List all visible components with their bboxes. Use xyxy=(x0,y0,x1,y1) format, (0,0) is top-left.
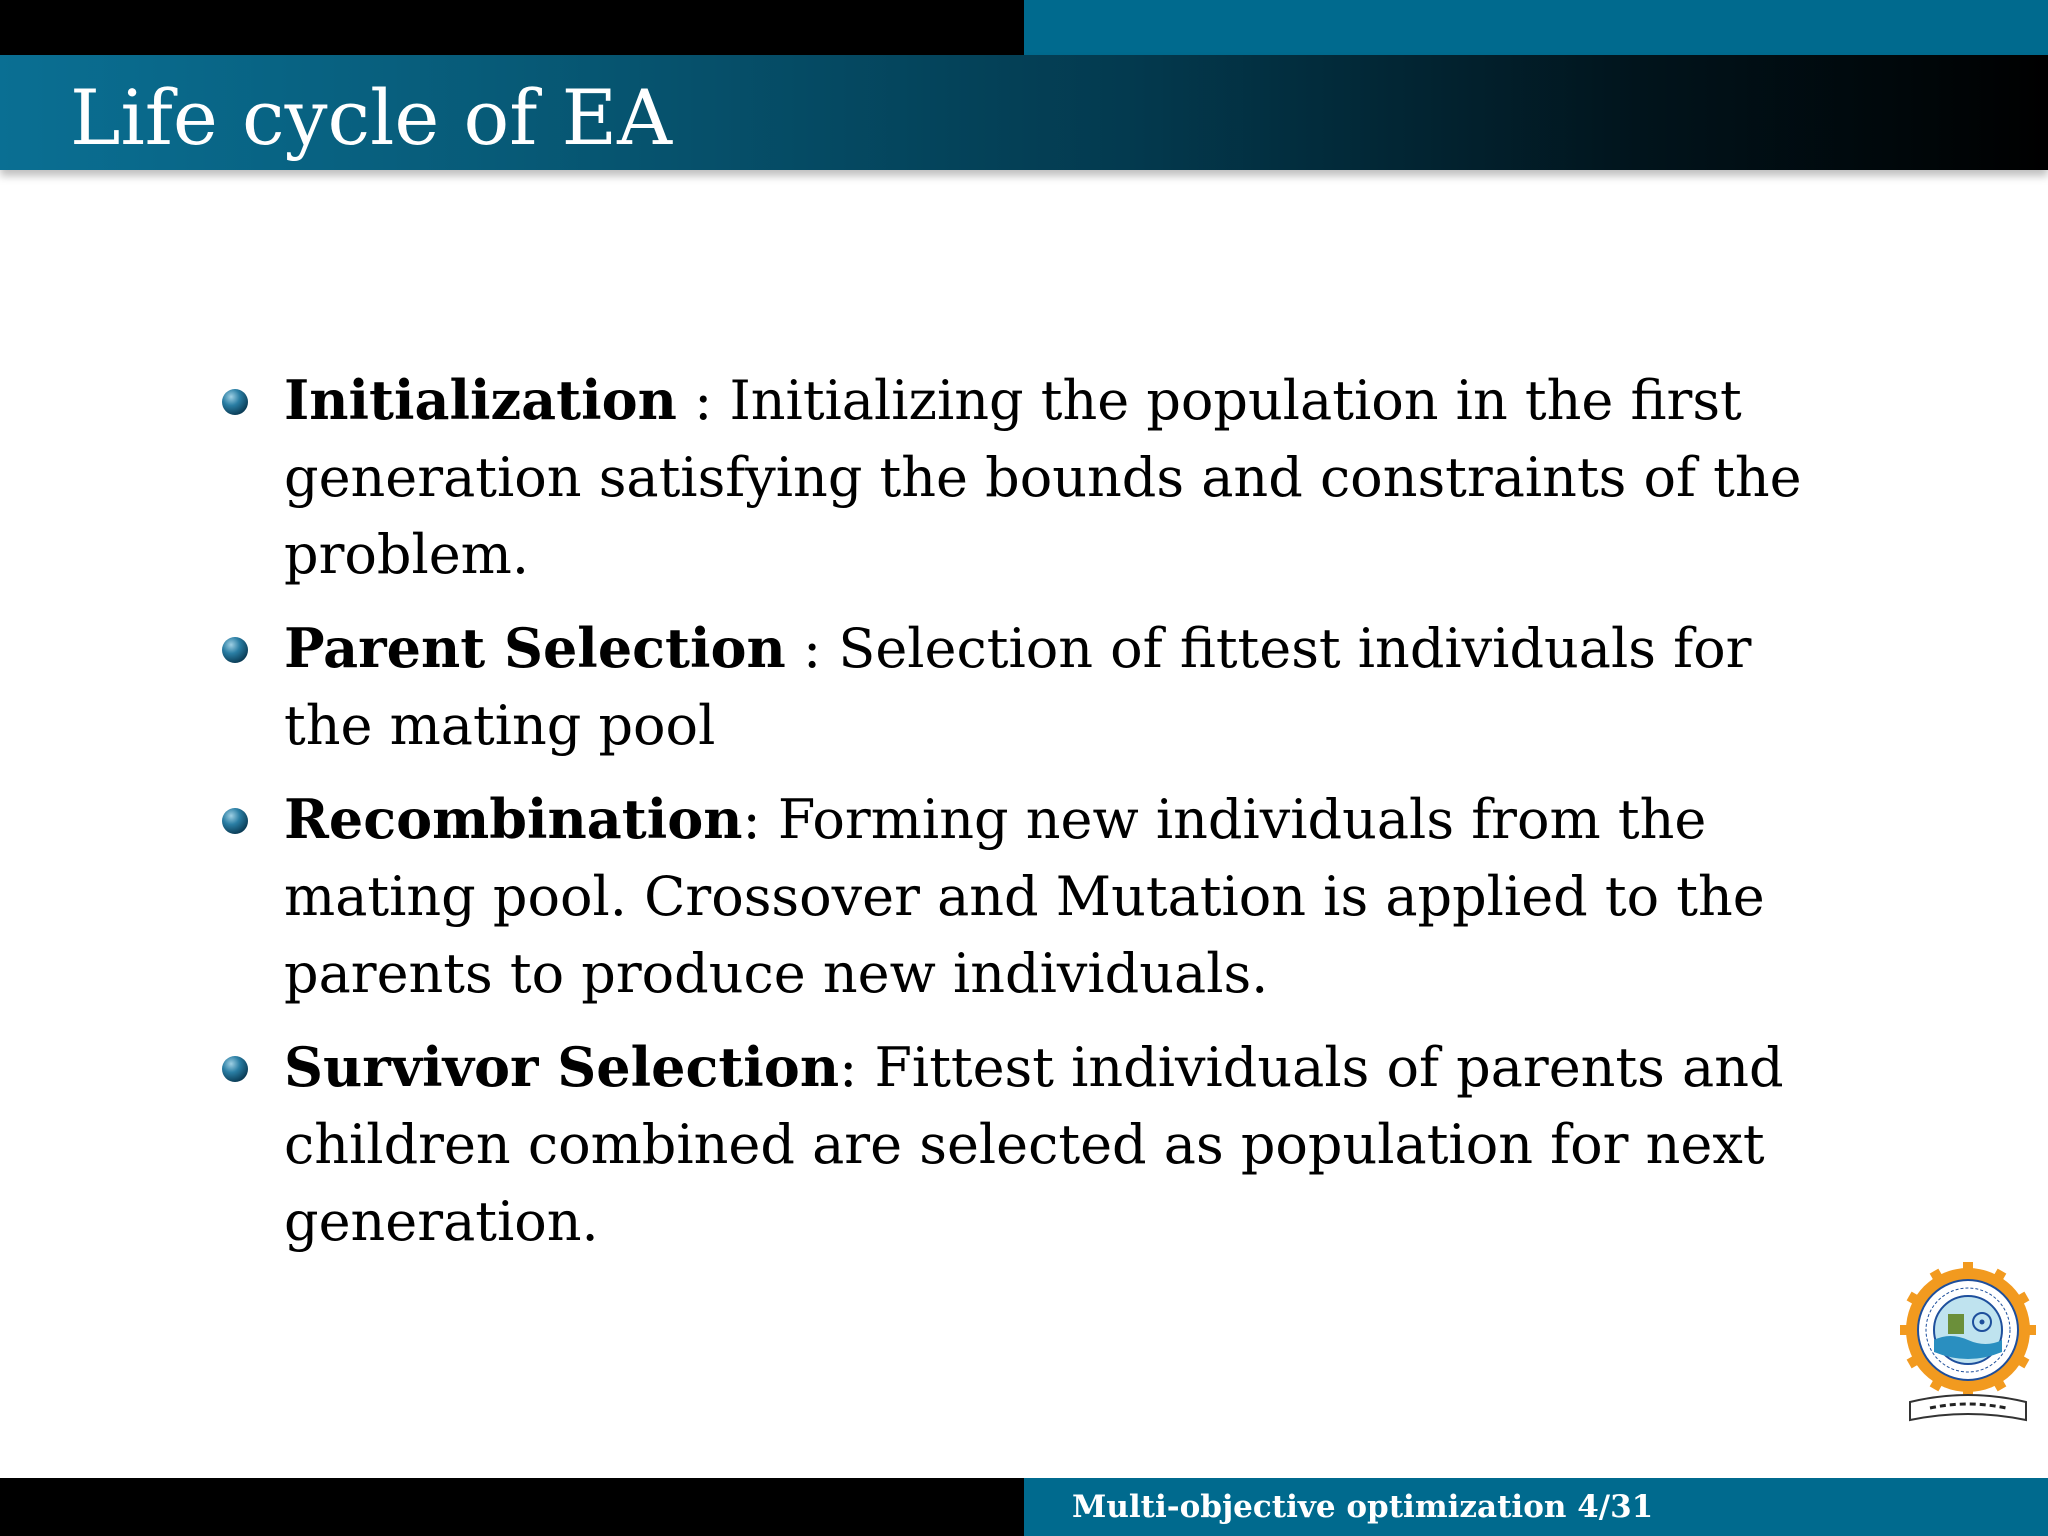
list-item-description: Selection of fittest individuals for the mating pool xyxy=(284,617,1752,757)
list-item xyxy=(220,1029,1840,1260)
bullet-icon xyxy=(222,808,248,834)
list-item-description: Forming new individuals from the mating pool. Crossover and Mutation is applied to the parents to produce new individuals. xyxy=(284,788,1765,1005)
slide-title: Life cycle of EA xyxy=(70,73,672,162)
list-item-term: Recombination xyxy=(284,787,743,851)
seal-motto-ribbon xyxy=(1910,1395,2026,1420)
top-strip-left xyxy=(0,0,1024,55)
bullet-icon xyxy=(222,389,248,415)
list-item-term: Initialization xyxy=(284,368,677,432)
institute-seal-icon xyxy=(1900,1262,2036,1432)
title-bar xyxy=(0,55,2048,170)
footer-left xyxy=(0,1478,1024,1536)
footer-right xyxy=(1024,1478,2048,1536)
top-strip-right xyxy=(1024,0,2048,55)
list-item xyxy=(220,362,1840,593)
list-item-term: Parent Selection xyxy=(284,616,786,680)
bullet-icon xyxy=(222,637,248,663)
list-item-text xyxy=(284,362,1840,593)
footer-text: Multi-objective optimization 4/31 xyxy=(1072,1489,1654,1525)
list-item-description: Initializing the population in the first generation satisfying the bounds and constraints of the problem. xyxy=(284,369,1802,586)
list-item xyxy=(220,781,1840,1012)
bullet-icon xyxy=(222,1056,248,1082)
list-item-text xyxy=(284,781,1840,1012)
list-item-separator: : xyxy=(742,788,778,851)
list-item xyxy=(220,610,1840,764)
list-item-description: Fittest individuals of parents and children combined are selected as population for next generation. xyxy=(284,1036,1784,1253)
list-item-separator: : xyxy=(676,369,730,432)
bullet-list xyxy=(220,362,1840,1277)
list-item-separator: : xyxy=(785,617,839,680)
list-item-text xyxy=(284,610,1840,764)
list-item-text xyxy=(284,1029,1840,1260)
list-item-separator: : xyxy=(839,1036,875,1099)
list-item-term: Survivor Selection xyxy=(284,1035,840,1099)
